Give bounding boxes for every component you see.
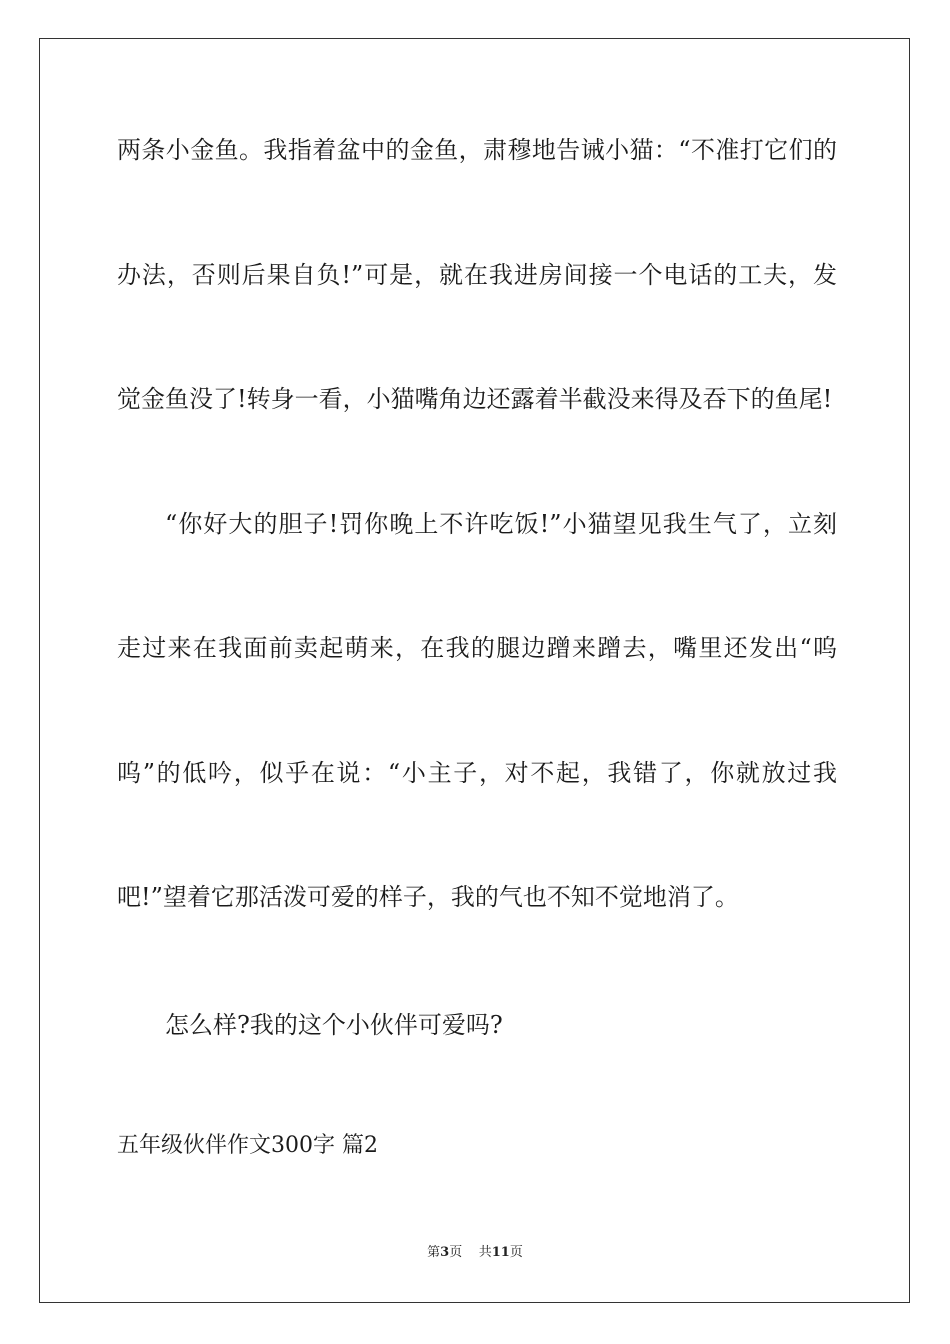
- paragraph-line-4: “你好大的胆子!罚你晚上不许吃饭!”小猫望见我生气了，立刻: [165, 510, 837, 538]
- section-heading: 五年级伙伴作文300字 篇2: [117, 1133, 378, 1158]
- paragraph-line-7: 吧!”望着它那活泼可爱的样子，我的气也不知不觉地消了。: [117, 883, 739, 911]
- footer-page-suffix: 页: [449, 1245, 463, 1260]
- paragraph-line-2: 办法，否则后果自负!”可是，就在我进房间接一个电话的工夫，发: [117, 261, 837, 289]
- footer-page-prefix: 第: [427, 1245, 441, 1260]
- page-footer: [0, 1244, 950, 1262]
- page-frame: [39, 38, 910, 1303]
- paragraph-line-8: 怎么样?我的这个小伙伴可爱吗?: [165, 1011, 503, 1039]
- footer-total-suffix: 页: [509, 1245, 523, 1260]
- footer-total-prefix: 共: [478, 1245, 492, 1260]
- paragraph-line-6: 呜”的低吟，似乎在说：“小主子，对不起，我错了，你就放过我: [117, 759, 837, 787]
- footer-page-number: 3: [440, 1245, 450, 1260]
- paragraph-line-1: 两条小金鱼。我指着盆中的金鱼，肃穆地告诫小猫：“不准打它们的: [117, 136, 837, 164]
- footer-total-pages: 11: [491, 1245, 510, 1260]
- paragraph-line-5: 走过来在我面前卖起萌来，在我的腿边蹭来蹭去，嘴里还发出“呜: [117, 634, 837, 662]
- paragraph-line-3: 觉金鱼没了!转身一看，小猫嘴角边还露着半截没来得及吞下的鱼尾!: [117, 385, 833, 413]
